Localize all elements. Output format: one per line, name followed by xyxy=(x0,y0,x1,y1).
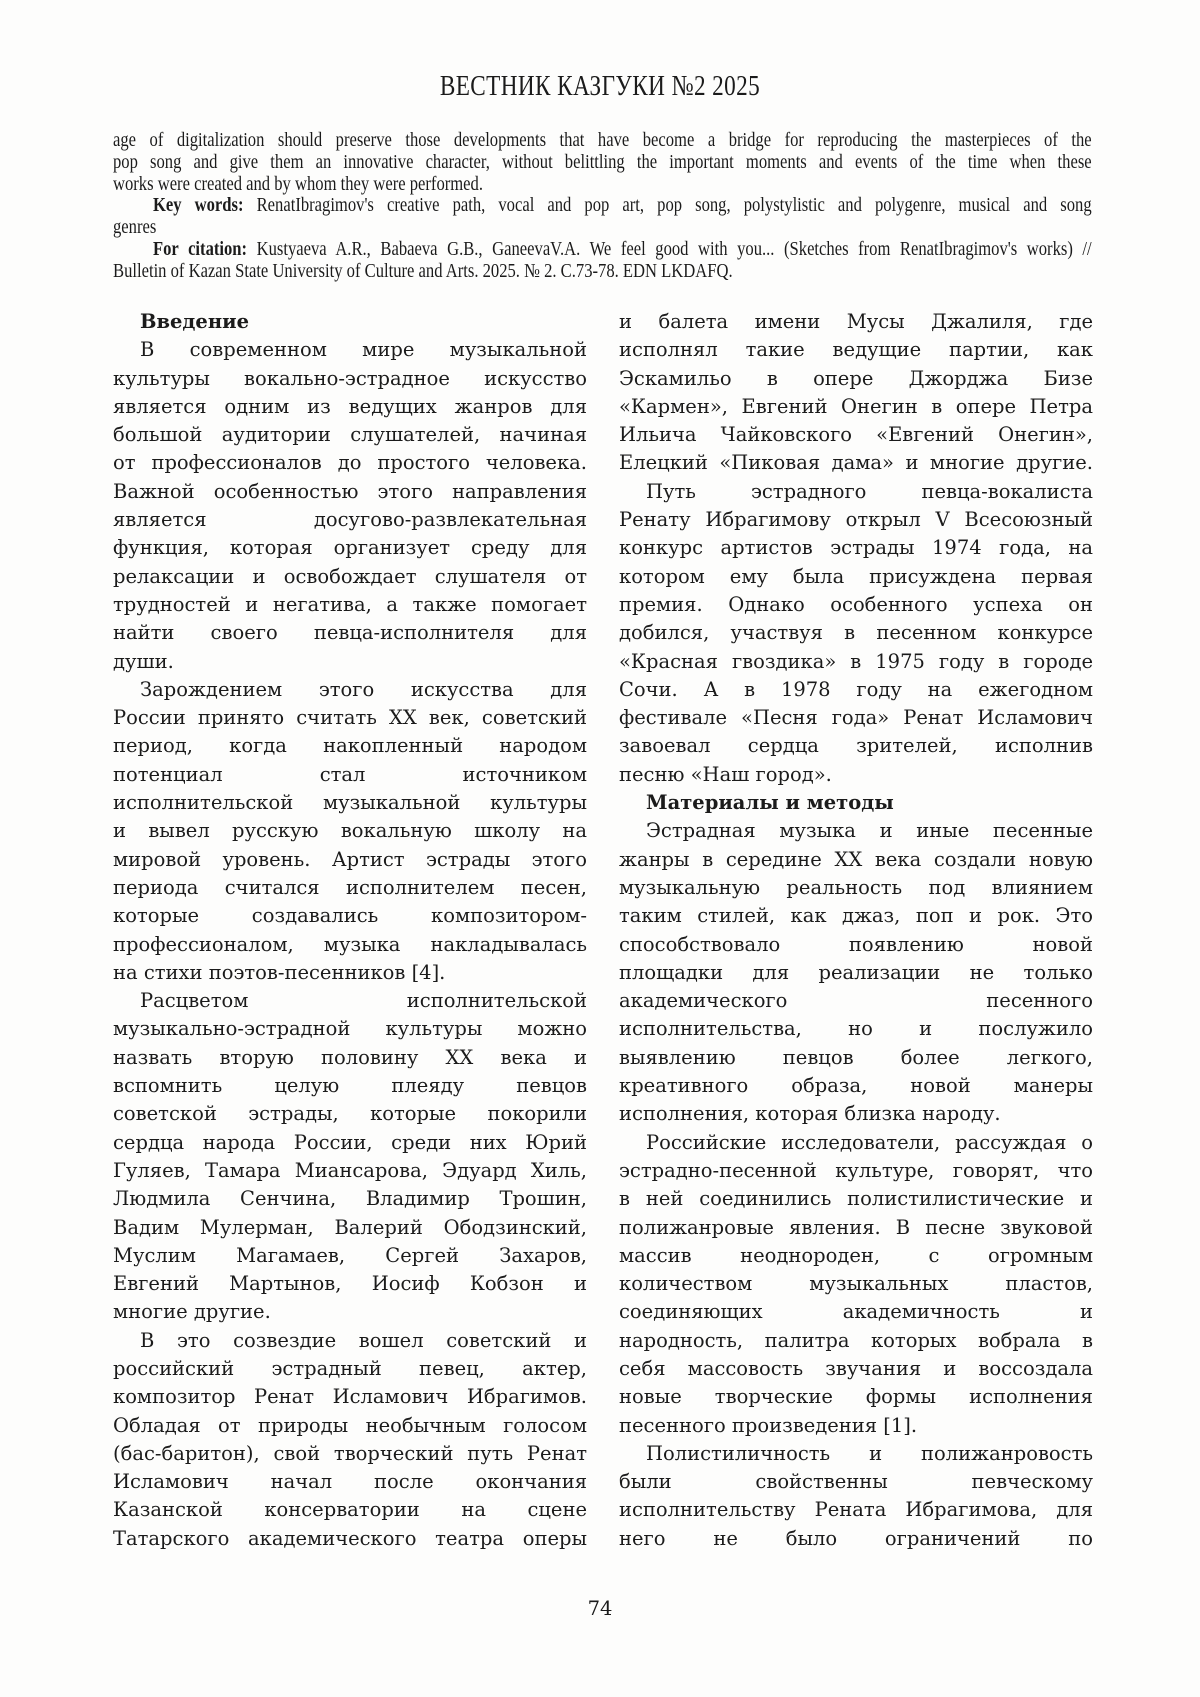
paragraph xyxy=(113,336,587,676)
text-line: России принято считать XX век, советский xyxy=(113,706,587,730)
text-line: В это созвездие вошел советский и xyxy=(140,1328,587,1352)
text-line: души. xyxy=(113,649,174,673)
text-line: назвать вторую половину XX века и xyxy=(113,1045,587,1069)
text-line: Эскамильо в опере Джорджа Бизе xyxy=(619,366,1093,390)
text-line: Важной особенностью этого направления xyxy=(113,479,587,503)
text-line: исполнительства, но и послужило xyxy=(619,1017,1093,1041)
text-line: и вывел русскую вокальную школу на xyxy=(113,819,587,843)
text-line: Ренату Ибрагимову открыл V Всесоюзный xyxy=(619,508,1093,532)
text-line: профессионалом, музыка накладывалась xyxy=(113,932,587,956)
left-column xyxy=(113,308,587,1553)
text-line: pop song and give them an innovative character, without belittling the important moments and events of the time when these xyxy=(113,151,1092,173)
text-line: Key words: RenatIbragimov's creative path, vocal and pop art, pop song, polystylistic and polygenre, musical and song xyxy=(152,195,1092,217)
text-line: (бас-баритон), свой творческий путь Ренат xyxy=(113,1441,587,1465)
text-line: Сочи. А в 1978 году на ежегодном xyxy=(619,677,1093,701)
paragraph xyxy=(113,195,1092,239)
text-line: Российские исследователи, рассуждая о xyxy=(646,1130,1093,1154)
text-line: genres xyxy=(113,217,157,239)
text-line: площадки для реализации не только xyxy=(619,960,1093,984)
text-line: вспомнить целую плеяду певцов xyxy=(113,1074,587,1098)
text-line: креативного образа, новой манеры xyxy=(619,1074,1093,1098)
text-line: котором ему была присуждена первая xyxy=(619,564,1093,588)
text-line: способствовало появлению новой xyxy=(619,932,1093,956)
text-line: и балета имени Мусы Джалиля, где xyxy=(619,310,1093,333)
text-line: исполнительству Рената Ибрагимова, для xyxy=(619,1498,1093,1522)
text-line: Зарождением этого искусства для xyxy=(140,677,587,701)
text-line: Путь эстрадного певца-вокалиста xyxy=(646,479,1093,503)
section-heading-block xyxy=(619,789,1093,817)
text-line: потенциал стал источником xyxy=(113,762,587,786)
text-line: жанры в середине XX века создали новую xyxy=(619,847,1093,871)
paragraph xyxy=(619,308,1093,478)
text-line: Вадим Мулерман, Валерий Ободзинский, xyxy=(113,1215,587,1239)
text-line: трудностей и негатива, а также помогает xyxy=(113,592,587,616)
abstract-block xyxy=(113,130,1092,283)
text-line: академического песенного xyxy=(619,989,1093,1013)
text-line: конкурс артистов эстрады 1974 года, на xyxy=(619,536,1093,560)
text-line: релаксации и освобождает слушателя от xyxy=(113,564,587,588)
paragraph xyxy=(619,1440,1093,1553)
text-line: Эстрадная музыка и иные песенные xyxy=(646,819,1093,843)
text-line: исполнительской музыкальной культуры xyxy=(113,791,587,815)
text-line: For citation: Kustyaeva A.R., Babaeva G.B., GaneevaV.A. We feel good with you... (Sketches from RenatIbragimov's works) // xyxy=(152,238,1092,260)
text-line: в ней соединились полистилистические и xyxy=(619,1187,1093,1211)
text-line: композитор Ренат Исламович Ибрагимов. xyxy=(113,1385,587,1409)
paragraph xyxy=(619,1129,1093,1440)
text-line: «Красная гвоздика» в 1975 году в городе xyxy=(619,649,1093,673)
paragraph xyxy=(113,987,587,1327)
text-line: сердца народа России, среди них Юрий xyxy=(113,1130,587,1154)
text-line: Bulletin of Kazan State University of Culture and Arts. 2025. № 2. С.73-78. EDN LKDAFQ. xyxy=(113,260,733,282)
text-line: является досугово-развлекательная xyxy=(113,508,587,532)
text-line: Елецкий «Пиковая дама» и многие другие. xyxy=(619,451,1093,475)
text-line: Татарского академического театра оперы xyxy=(113,1526,587,1550)
text-line: добился, участвуя в песенном конкурсе xyxy=(619,621,1093,645)
text-line: таким стилей, как джаз, поп и рок. Это xyxy=(619,904,1093,928)
text-line: «Кармен», Евгений Онегин в опере Петра xyxy=(619,394,1093,418)
text-line: Евгений Мартынов, Иосиф Кобзон и xyxy=(113,1272,587,1296)
text-line: Казанской консерватории на сцене xyxy=(113,1498,587,1522)
text-line: премия. Однако особенного успеха он xyxy=(619,592,1093,616)
right-column xyxy=(619,308,1093,1553)
paragraph xyxy=(619,817,1093,1128)
text-line: от профессионалов до простого человека. xyxy=(113,451,587,475)
text-line: выявлению певцов более легкого, xyxy=(619,1045,1093,1069)
section-heading: Введение xyxy=(140,310,249,333)
text-line: периода считался исполнителем песен, xyxy=(113,875,587,899)
section-heading: Материалы и методы xyxy=(646,791,894,815)
text-line: найти своего певца-исполнителя для xyxy=(113,621,587,645)
text-line: Ильича Чайковского «Евгений Онегин», xyxy=(619,423,1093,447)
text-line: массив неоднороден, с огромным xyxy=(619,1243,1093,1267)
text-line: песню «Наш город». xyxy=(619,762,832,786)
text-line: музыкально-эстрадной культуры можно xyxy=(113,1017,587,1041)
abstract-label: Key words: xyxy=(152,195,244,217)
article-columns xyxy=(113,308,1093,1553)
text-line: полижанровые явления. В песне звуковой xyxy=(619,1215,1093,1239)
text-line: Муслим Магамаев, Сергей Захаров, xyxy=(113,1243,587,1267)
text-line: мировой уровень. Артист эстрады этого xyxy=(113,847,587,871)
text-line: большой аудитории слушателей, начиная xyxy=(113,423,587,447)
text-line: является одним из ведущих жанров для xyxy=(113,394,587,418)
paragraph xyxy=(113,239,1092,283)
text-line: него не было ограничений по xyxy=(619,1526,1093,1550)
paragraph xyxy=(113,130,1092,195)
text-line: Полистиличность и полижанровость xyxy=(646,1441,1093,1465)
section-heading-block xyxy=(113,308,587,336)
text-line: советской эстрады, которые покорили xyxy=(113,1102,587,1126)
text-line: завоевал сердца зрителей, исполнив xyxy=(619,734,1093,758)
text-line: Исламович начал после окончания xyxy=(113,1470,587,1494)
abstract-label: For citation: xyxy=(152,238,248,260)
text-line: Обладая от природы необычным голосом xyxy=(113,1413,587,1437)
text-line: на стихи поэтов-песенников [4]. xyxy=(113,960,446,984)
paragraph xyxy=(619,478,1093,789)
text-line: исполнения, которая близка народу. xyxy=(619,1102,1001,1126)
text-line: новые творческие формы исполнения xyxy=(619,1385,1093,1409)
text-line: себя массовость звучания и воссоздала xyxy=(619,1356,1093,1380)
text-line: age of digitalization should preserve those developments that have become a bridge for reproducing the masterpieces of the xyxy=(113,130,1092,151)
text-line: соединяющих академичность и xyxy=(619,1300,1093,1324)
paragraph xyxy=(113,676,587,987)
text-line: культуры вокально-эстрадное искусство xyxy=(113,366,587,390)
journal-title: ВЕСТНИК КАЗГУКИ №2 2025 xyxy=(439,70,761,102)
text-line: многие другие. xyxy=(113,1300,271,1324)
text-line: песенного произведения [1]. xyxy=(619,1413,918,1437)
text-line: В современном мире музыкальной xyxy=(140,338,587,362)
text-line: количеством музыкальных пластов, xyxy=(619,1272,1093,1296)
text-line: были свойственны певческому xyxy=(619,1470,1093,1494)
text-line: российский эстрадный певец, актер, xyxy=(113,1356,587,1380)
text-line: Людмила Сенчина, Владимир Трошин, xyxy=(113,1187,587,1211)
text-line: период, когда накопленный народом xyxy=(113,734,587,758)
text-line: исполнял такие ведущие партии, как xyxy=(619,338,1093,362)
text-line: фестивале «Песня года» Ренат Исламович xyxy=(619,706,1093,730)
text-line: Расцветом исполнительской xyxy=(140,989,587,1013)
text-line: музыкальную реальность под влиянием xyxy=(619,875,1093,899)
text-line: эстрадно-песенной культуре, говорят, что xyxy=(619,1158,1093,1182)
text-line: которые создавались композитором- xyxy=(113,904,587,928)
page-number: 74 xyxy=(587,1597,613,1620)
text-line: функция, которая организует среду для xyxy=(113,536,587,560)
text-line: народность, палитра которых вобрала в xyxy=(619,1328,1093,1352)
text-line: Гуляев, Тамара Миансарова, Эдуард Хиль, xyxy=(113,1158,587,1182)
text-line: works were created and by whom they were performed. xyxy=(113,173,483,195)
paragraph xyxy=(113,1327,587,1553)
